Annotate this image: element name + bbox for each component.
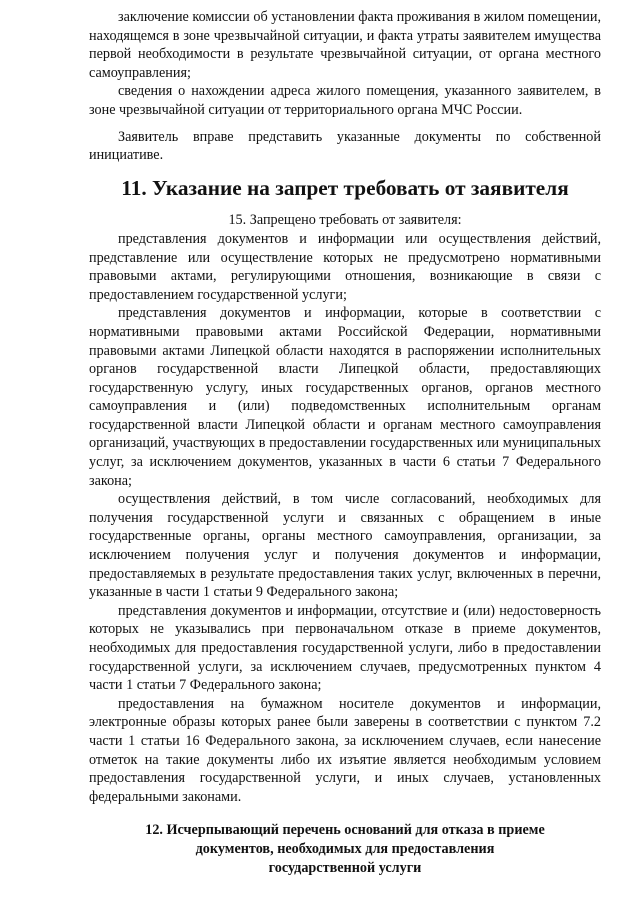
document-body	[89, 8, 601, 877]
prohibition-item: предоставления на бумажном носителе документов и информации, электронные образы которых ранее были заверены в соответствии с пунктом 7.2 части 1 статьи 16 Федерального закона, за исключением случаев, если нанесение отметок на такие документы либо их изъятие является необходимым условием предоставления государственной услуги, и иных случаев, установленных федеральными законами.	[89, 695, 601, 805]
section-11-heading: 11. Указание на запрет требовать от заявителя	[121, 175, 569, 200]
prohibition-item: представления документов и информации, отсутствие и (или) недостоверность которых не указывались при первоначальном отказе в приеме документов, необходимых для предоставления государственной услуги, либо в предоставлении государственной услуги, за исключением случаев, предусмотренных пунктом 4 части 1 статьи 7 Федерального закона;	[89, 602, 601, 694]
prohibition-item: осуществления действий, в том числе согласований, необходимых для получения государственной услуги и связанных с обращением в иные государственные органы, органы местного самоуправления, организации, за исключением получения услуг и получения документов и информации, предоставляемых в результате предоставления таких услуг, включенных в перечни, указанные в части 1 статьи 9 Федерального закона;	[89, 491, 601, 601]
section-12-heading-line: государственной услуги	[268, 859, 422, 876]
paragraph-commission-conclusion: заключение комиссии об установлении факта проживания в жилом помещении, находящемся в зоне чрезвычайной ситуации, и факта утраты заявителем имущества первой необходимости в результате чрезвычайной ситуации, от органа местного самоуправления;	[89, 9, 601, 81]
clause-15-intro: 15. Запрещено требовать от заявителя:	[228, 212, 462, 229]
prohibition-item: представления документов и информации или осуществления действий, представление или осуществление которых не предусмотрено нормативными правовыми актами, регулирующими отношения, возникающие в связи с предоставлением государственной услуги;	[89, 230, 601, 303]
section-12-heading	[89, 821, 601, 877]
paragraph-mchs-information: сведения о нахождении адреса жилого помещения, указанного заявителем, в зоне чрезвычайной ситуации от территориального органа МЧС России.	[89, 83, 601, 118]
section-12-heading-line: документов, необходимых для предоставления	[195, 840, 495, 857]
paragraph-applicant-initiative: Заявитель вправе представить указанные документы по собственной инициативе.	[89, 128, 601, 164]
prohibition-item: представления документов и информации, которые в соответствии с нормативными правовыми актами Российской Федерации, нормативными правовыми актами Липецкой области находятся в распоряжении исполнительных органов государственной власти Липецкой области, предоставляющих государственную услугу, иных государственных органов, органов местного самоуправления и (или) подведомственных исполнительным органам государственной власти Липецкой области и органам местного самоуправления организаций, участвующих в предоставлении государственных или муниципальных услуг, за исключением документов, указанных в части 6 статьи 7 Федерального закона;	[89, 305, 601, 489]
section-12-heading-line: 12. Исчерпывающий перечень оснований для отказа в приеме	[145, 822, 545, 839]
